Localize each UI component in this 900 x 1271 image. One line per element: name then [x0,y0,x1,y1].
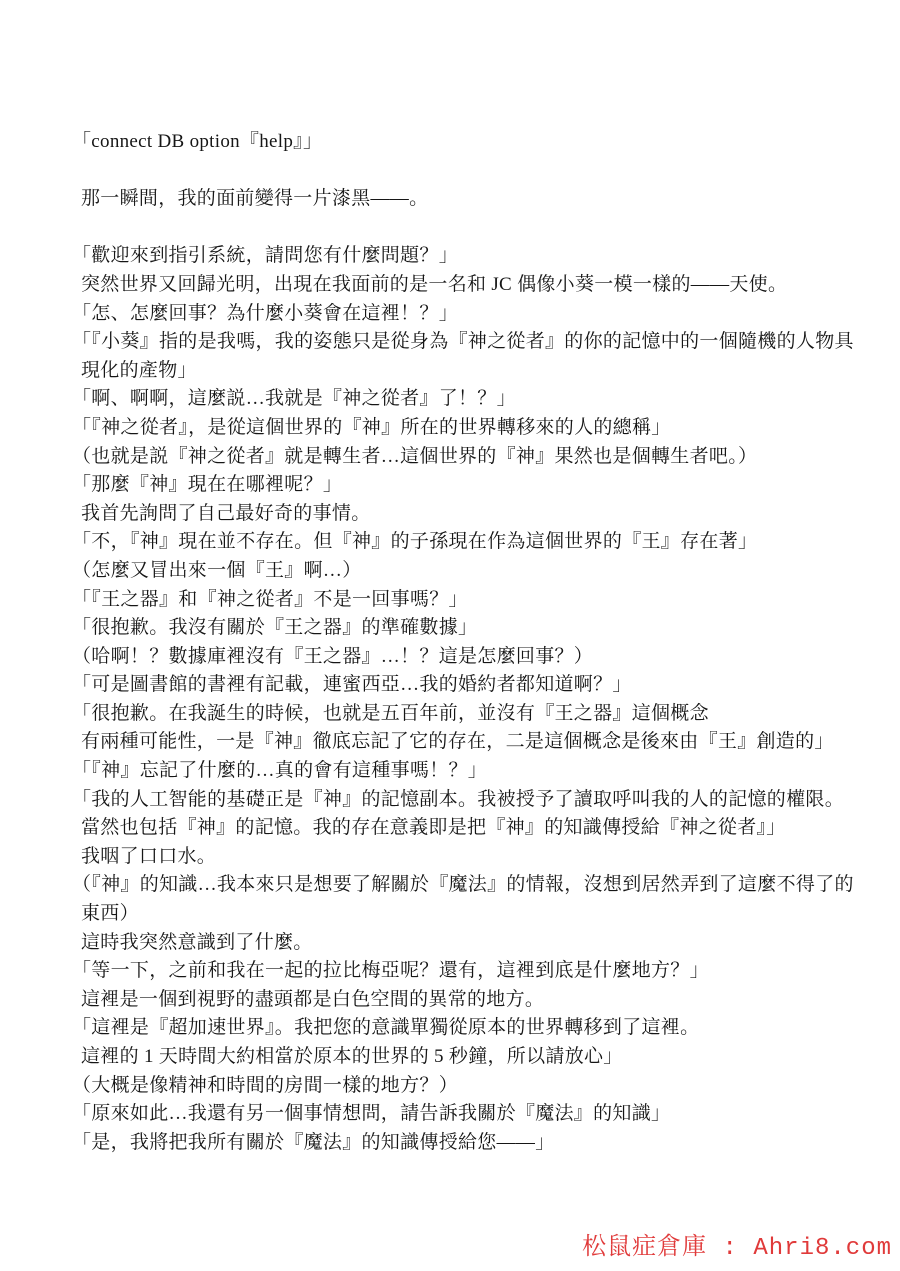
text-line: 東西） [81,903,139,925]
text-line: （也就是説『神之從者』就是轉生者…這個世界的『神』果然也是個轉生者吧。） [72,445,758,467]
text-line: 「啊、啊啊，這麼説…我就是『神之從者』了！？」 [72,388,516,410]
text-line: 這時我突然意識到了什麼。 [81,931,313,953]
text-lines [72,128,862,1157]
text-line: 「這裡是『超加速世界』。我把您的意識單獨從原本的世界轉移到了這裡。 [72,1017,700,1039]
text-line: 「可是圖書館的書裡有記載，連蜜西亞…我的婚約者都知道啊？」 [72,674,632,696]
watermark-domain: Ahri8.com [753,1235,892,1262]
text-line: 突然世界又回歸光明，出現在我面前的是一名和 JC 偶像小葵一模一樣的——天使。 [81,273,788,295]
text-line: 「歡迎來到指引系統，請問您有什麼問題？」 [72,245,459,267]
text-line: （『神』的知識…我本來只是想要了解關於『魔法』的情報，沒想到居然弄到了這麼不得了的 [72,874,854,896]
text-line: 「等一下，之前和我在一起的拉比梅亞呢？還有，這裡到底是什麼地方？」 [72,960,709,982]
text-line: 「connect DB option『help』」 [72,131,323,152]
watermark-separator: : [707,1235,754,1262]
text-line: 那一瞬間，我的面前變得一片漆黑——。 [81,188,429,210]
text-line: 「怎、怎麼回事？為什麼小葵會在這裡！？」 [72,302,459,324]
text-line: 我咽了口口水。 [81,845,217,867]
text-line: 「『王之器』和『神之從者』不是一回事嗎？」 [72,588,468,610]
text-line: 「很抱歉。我沒有關於『王之器』的準確數據」 [72,617,478,639]
text-line: 「我的人工智能的基礎正是『神』的記憶副本。我被授予了讀取呼叫我的人的記憶的權限。 [72,788,845,810]
text-line: 「原來如此…我還有另一個事情想問，請告訴我關於『魔法』的知識」 [72,1103,671,1125]
text-line: 有兩種可能性，一是『神』徹底忘記了它的存在，二是這個概念是後來由『王』創造的」 [81,731,834,753]
line-spacer [72,157,862,186]
text-line: （哈啊！？數據庫裡沒有『王之器』…！？這是怎麼回事？） [72,645,594,667]
text-line: 現化的產物」 [81,359,197,381]
text-line: 這裡是一個到視野的盡頭都是白色空間的異常的地方。 [81,988,545,1010]
text-line: 「不，『神』現在並不存在。但『神』的子孫現在作為這個世界的『王』存在著」 [72,531,758,553]
text-line: 「『小葵』指的是我嗎，我的姿態只是從身為『神之從者』的你的記憶中的一個隨機的人物具 [72,331,854,353]
text-line: 「那麼『神』現在在哪裡呢？」 [72,474,343,496]
text-line: （大概是像精神和時間的房間一樣的地方？） [72,1074,459,1096]
text-line: 這裡的 1 天時間大約相當於原本的世界的 5 秒鐘，所以請放心」 [81,1046,623,1067]
text-line: 「是，我將把我所有關於『魔法』的知識傳授給您——」 [72,1131,555,1153]
text-line: 「『神之從者』，是從這個世界的『神』所在的世界轉移來的人的總稱」 [72,416,671,438]
line-spacer [72,214,862,243]
text-line: 當然也包括『神』的記憶。我的存在意義即是把『神』的知識傳授給『神之從者』」 [81,817,786,839]
watermark-site-name: 松鼠症倉庫 [582,1234,708,1260]
text-line: 我首先詢問了自己最好奇的事情。 [81,502,371,524]
text-line: 「很抱歉。在我誕生的時候，也就是五百年前，並沒有『王之器』這個概念 [72,702,709,724]
text-line: （怎麼又冒出來一個『王』啊…） [72,559,362,581]
text-line: 「『神』忘記了什麼的…真的會有這種事嗎！？」 [72,760,488,782]
watermark [582,1226,892,1262]
